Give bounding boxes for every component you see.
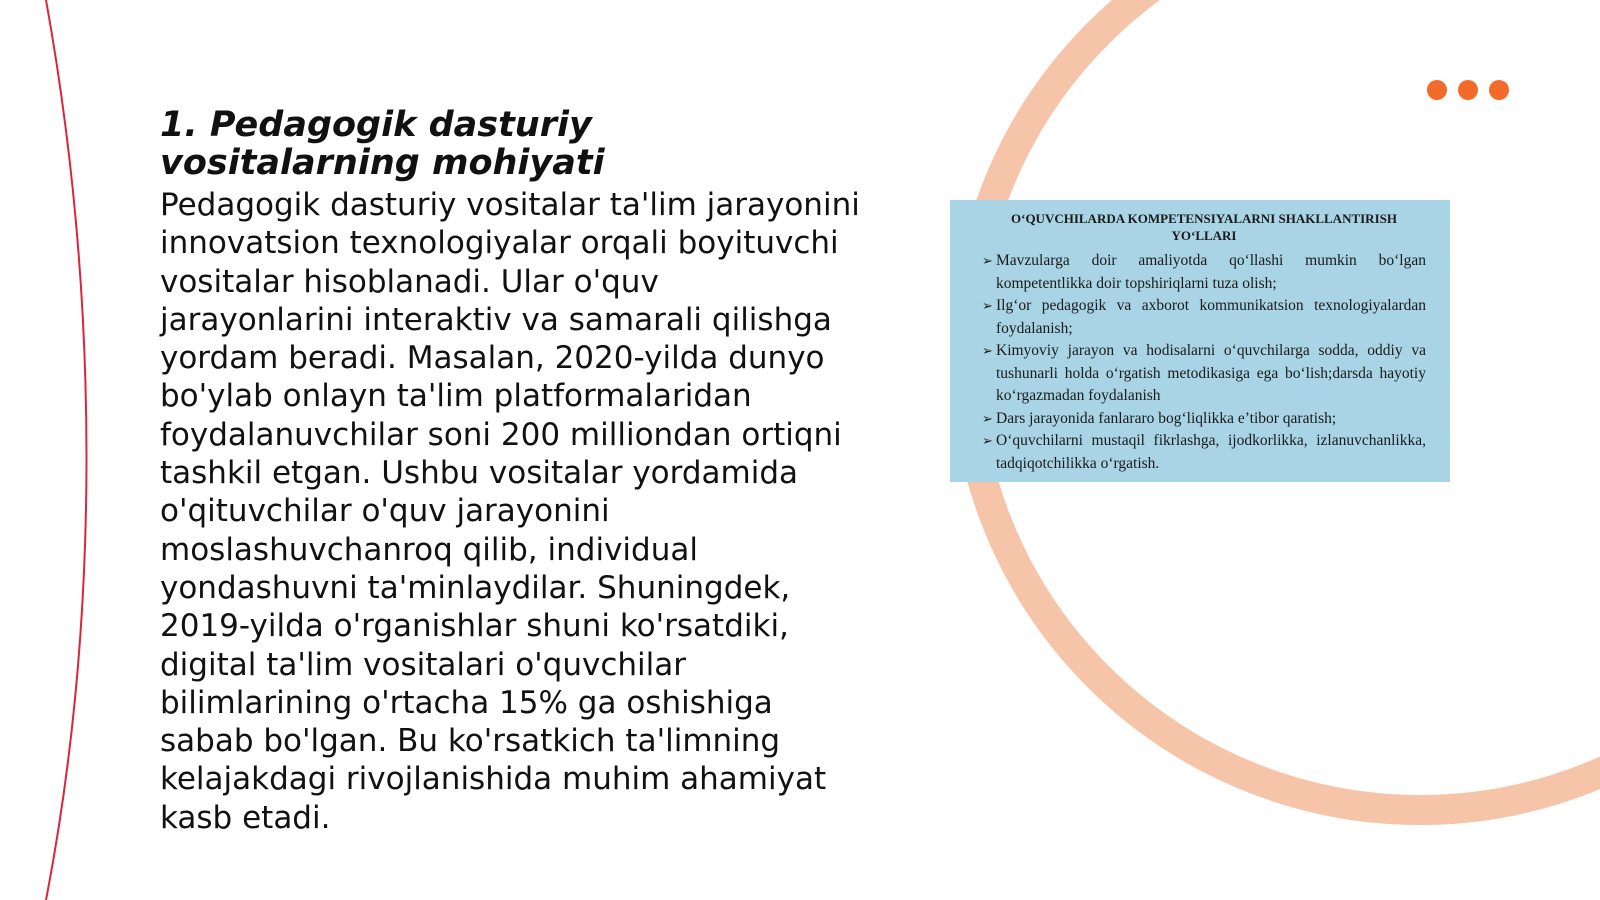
- dot: [1489, 80, 1509, 100]
- list-item-text: O‘quvchilarni mustaqil fikrlashga, ijodkorlikka, izlanuvchanlikka, tadqiqotchilikka o‘rgatish.: [996, 432, 1426, 472]
- arrow-bullet-icon: ➢: [982, 253, 993, 268]
- list-item: [982, 250, 1426, 295]
- ellipsis-dots-icon: [1427, 80, 1509, 100]
- dot: [1427, 80, 1447, 100]
- competency-info-box: [950, 200, 1450, 482]
- list-item: [982, 295, 1426, 340]
- arrow-bullet-icon: ➢: [982, 410, 993, 426]
- slide-body-text: Pedagogik dasturiy vositalar ta'lim jarayonini innovatsion texnologiyalar orqali boyituvchi vositalar hisoblanadi. Ular o'quv jarayonlarini interaktiv va samarali qilishga yordam beradi. Masalan, 2020-yilda dunyo bo'ylab onlayn ta'lim platformalaridan foydalanuvchilar soni 200 milliondan ortiqni tashkil etgan. Ushbu vositalar yordamida o'qituvchilar o'quv jarayonini moslashuvchanroq qilib, individual yondashuvni ta'minlaydilar. Shuningdek, 2019-yilda o'rganishlar shuni ko'rsatdiki, digital ta'lim vositalari o'quvchilar bilimlarining o'rtacha 15% ga oshishiga sabab bo'lgan. Bu ko'rsatkich ta'limning kelajakdagi rivojlanishida muhim ahamiyat kasb etadi.: [160, 187, 860, 836]
- list-item-text: Mavzularga doir amaliyotda qo‘llashi mumkin bo‘lgan kompetentlikka doir topshiriqlarni tuza olish;: [996, 252, 1426, 292]
- list-item: [982, 340, 1426, 408]
- arrow-bullet-icon: ➢: [982, 343, 993, 358]
- info-box-title: O‘QUVCHILARDA KOMPETENSIYALARNI SHAKLLANTIRISH YO‘LLARI: [1011, 211, 1397, 243]
- info-box-list: [982, 250, 1426, 475]
- list-item-text: Ilg‘or pedagogik va axborot kommunikatsion texnologiyalardan foydalanish;: [996, 297, 1426, 337]
- list-item: [982, 430, 1426, 475]
- dot: [1458, 80, 1478, 100]
- arrow-bullet-icon: ➢: [982, 433, 993, 448]
- arrow-bullet-icon: ➢: [982, 298, 993, 313]
- slide-heading: 1. Pedagogik dasturiy vositalarning mohiyati: [160, 105, 605, 183]
- left-accent-line: [46, 0, 87, 900]
- list-item: [982, 408, 1426, 431]
- list-item-text: Dars jarayonida fanlararo bog‘liqlikka e’tibor qaratish;: [996, 409, 1337, 427]
- list-item-text: Kimyoviy jarayon va hodisalarni o‘quvchilarga sodda, oddiy va tushunarli holda o‘rgatish metodikasiga ega bo‘lish;darsda hayotiy ko‘rgazmadan foydalanish: [996, 342, 1426, 404]
